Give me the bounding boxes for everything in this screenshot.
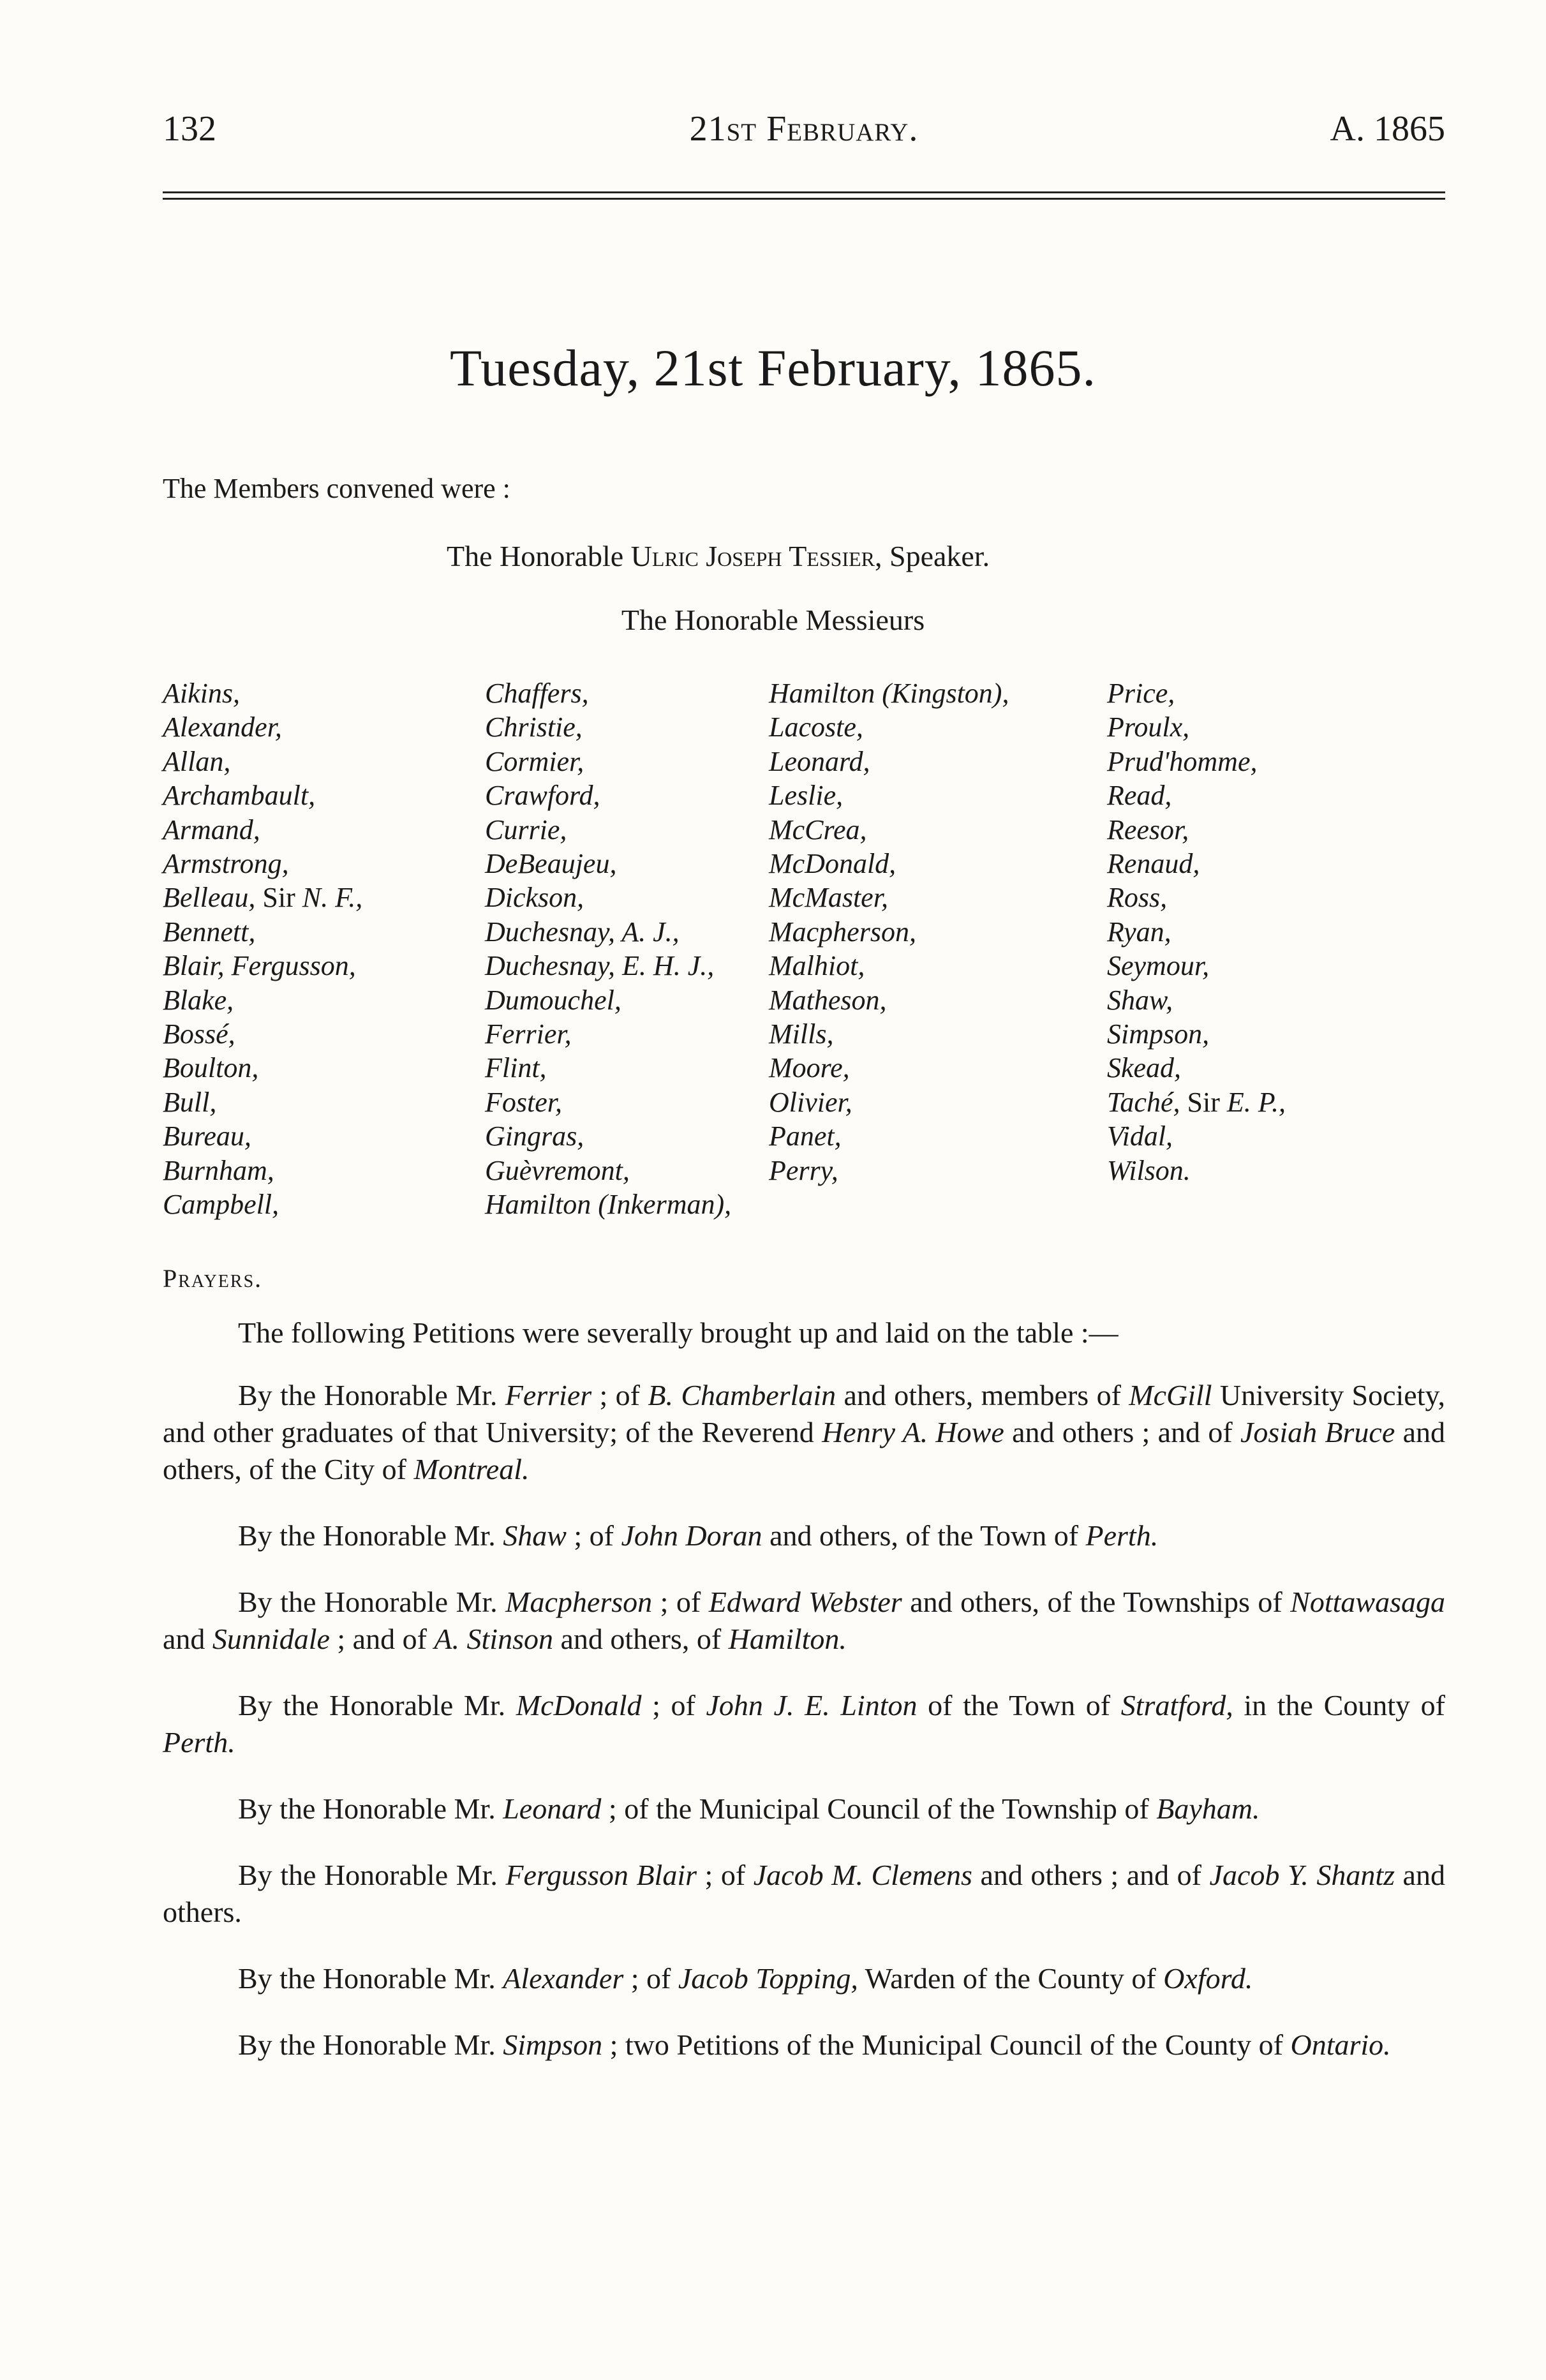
members-column-3 <box>769 676 1009 1187</box>
petition-text-run: By the Honorable Mr. <box>238 1519 503 1552</box>
member-name: Gingras, <box>485 1120 584 1152</box>
member-name: Malhiot, <box>769 950 865 982</box>
petition-italic-run: Shaw <box>503 1519 567 1552</box>
member-name: Aikins, <box>163 678 240 709</box>
member-name: Duchesnay, E. H. J., <box>485 950 715 982</box>
petition-italic-run: Alexander <box>503 1962 624 1995</box>
petition-italic-run: Montreal. <box>413 1453 530 1485</box>
petition-italic-run: Stratford, <box>1120 1689 1233 1722</box>
member-name: Prud'homme, <box>1107 745 1258 777</box>
petition-italic-run: B. Chamberlain <box>648 1379 836 1411</box>
member-name: Burnham, <box>163 1154 274 1186</box>
member-name: Skead, <box>1107 1052 1182 1084</box>
petition-paragraph <box>163 1517 1445 1554</box>
member-name: DeBeaujeu, <box>485 848 617 880</box>
members-column-1 <box>163 676 362 1222</box>
members-convened-label: The Members convened were : <box>163 473 510 504</box>
petition-italic-run: Nottawasaga <box>1290 1586 1445 1618</box>
member-name: Blake, <box>163 984 234 1016</box>
member-name: Cormier, <box>485 745 584 777</box>
member-name: Christie, <box>485 711 583 743</box>
petition-italic-run: Sunnidale <box>212 1623 330 1655</box>
petition-paragraph <box>163 1584 1445 1658</box>
member-name: Hamilton (Kingston), <box>769 678 1009 709</box>
header-rule-bottom <box>163 198 1445 200</box>
member-name: Olivier, <box>769 1086 852 1118</box>
member-name: McDonald, <box>769 848 896 880</box>
member-name: Armand, <box>163 814 260 845</box>
petition-italic-run: Fergusson Blair <box>505 1859 697 1891</box>
petition-italic-run: Oxford. <box>1163 1962 1253 1995</box>
petition-italic-run: Bayham. <box>1156 1792 1260 1825</box>
member-name: Campbell, <box>163 1189 279 1221</box>
petitions-list <box>163 1377 1445 2064</box>
member-name: Chaffers, <box>485 678 589 709</box>
member-name: Ferrier, <box>485 1018 572 1050</box>
petition-text-run: By the Honorable Mr. <box>238 1859 506 1891</box>
member-name: Taché, Sir E. P., <box>1107 1086 1286 1118</box>
member-name: Bull, <box>163 1086 217 1118</box>
petition-italic-run: Leonard <box>503 1792 602 1825</box>
petition-paragraph <box>163 1377 1445 1488</box>
members-column-2 <box>485 676 731 1222</box>
petition-italic-run: Ontario. <box>1290 2028 1391 2061</box>
member-name: Boulton, <box>163 1052 259 1084</box>
petition-italic-run: Macpherson <box>505 1586 653 1618</box>
member-name: McMaster, <box>769 882 888 914</box>
member-name: Leonard, <box>769 745 870 777</box>
member-name: Ryan, <box>1107 916 1171 948</box>
petition-italic-run: Jacob Y. Shantz <box>1209 1859 1395 1891</box>
petition-text-run: By the Honorable Mr. <box>238 1379 505 1411</box>
petition-italic-run: McDonald <box>516 1689 642 1722</box>
petition-text-run: ; of <box>623 1962 678 1995</box>
petition-paragraph <box>163 1790 1445 1827</box>
petition-text-run: By the Honorable Mr. <box>238 1792 503 1825</box>
member-name: Dickson, <box>485 882 584 914</box>
member-name: Armstrong, <box>163 848 289 880</box>
petitions-intro: The following Petitions were severally brought up and laid on the table :— <box>238 1316 1119 1349</box>
messieurs-heading: The Honorable Messieurs <box>621 604 925 636</box>
page-title: Tuesday, 21st February, 1865. <box>450 339 1096 397</box>
member-name: Macpherson, <box>769 916 916 948</box>
petition-italic-run: Hamilton. <box>728 1623 847 1655</box>
petition-text-run: By the Honorable Mr. <box>238 1586 506 1618</box>
header-date: 21st February. <box>689 109 919 149</box>
petition-text-run: and others ; and of <box>1004 1416 1241 1448</box>
petition-italic-run: Josiah Bruce <box>1240 1416 1395 1448</box>
petition-text-run: ; of <box>566 1519 621 1552</box>
petition-text-run: By the Honorable Mr. <box>238 1962 503 1995</box>
petition-text-run: By the Honorable Mr. <box>238 2028 503 2061</box>
petition-text-run: ; of <box>641 1689 706 1722</box>
member-name: Price, <box>1107 678 1175 709</box>
member-name: Dumouchel, <box>485 984 621 1016</box>
petition-text-run: University Society, and other graduates of that University; of the Reverend <box>163 1379 1445 1448</box>
petition-text-run: ; of <box>591 1379 648 1411</box>
petition-text-run: ; of the Municipal Council of the Township of <box>601 1792 1157 1825</box>
member-name: Perry, <box>769 1154 838 1186</box>
petition-text-run: and others, members of <box>836 1379 1129 1411</box>
member-name: Matheson, <box>769 984 887 1016</box>
member-name: Allan, <box>163 745 231 777</box>
member-name: Simpson, <box>1107 1018 1210 1050</box>
petition-italic-run: A. Stinson <box>434 1623 553 1655</box>
petition-paragraph <box>163 1960 1445 1997</box>
petition-italic-run: McGill <box>1129 1379 1212 1411</box>
petition-text-run: By the Honorable Mr. <box>238 1689 516 1722</box>
petition-paragraph <box>163 1857 1445 1931</box>
running-header <box>163 108 1445 153</box>
member-name: Proulx, <box>1107 711 1190 743</box>
petition-italic-run: Simpson <box>503 2028 603 2061</box>
speaker-suffix: , Speaker. <box>875 540 990 572</box>
petition-italic-run: Perth. <box>163 1726 235 1759</box>
member-name: Bossé, <box>163 1018 235 1050</box>
member-name: Foster, <box>485 1086 562 1118</box>
petition-text-run: ; of <box>697 1859 754 1891</box>
petition-italic-run: Jacob Topping, <box>678 1962 858 1995</box>
member-name: Read, <box>1107 780 1172 812</box>
member-name: Mills, <box>769 1018 834 1050</box>
member-name: McCrea, <box>769 814 867 845</box>
petition-italic-run: Perth. <box>1085 1519 1159 1552</box>
petition-text-run: and others, of the City of <box>163 1416 1445 1485</box>
member-name: Seymour, <box>1107 950 1210 982</box>
petition-italic-run: Edward Webster <box>708 1586 902 1618</box>
member-name: Guèvremont, <box>485 1154 630 1186</box>
petition-text-run: ; of <box>652 1586 709 1618</box>
speaker-prefix: The Honorable <box>447 540 631 572</box>
petition-text-run: in the County of <box>1233 1689 1445 1722</box>
member-name: Lacoste, <box>769 711 863 743</box>
member-name: Moore, <box>769 1052 850 1084</box>
member-name: Shaw, <box>1107 984 1173 1016</box>
petition-italic-run: Jacob M. Clemens <box>753 1859 972 1891</box>
petition-text-run: and others, of the Townships of <box>902 1586 1291 1618</box>
petition-paragraph <box>163 2027 1445 2064</box>
member-name: Blair, Fergusson, <box>163 950 356 982</box>
page-number: 132 <box>163 109 216 149</box>
petition-italic-run: John Doran <box>621 1519 762 1552</box>
petition-text-run: and others. <box>163 1859 1445 1928</box>
member-name: Ross, <box>1107 882 1168 914</box>
prayers-heading: Prayers. <box>163 1264 263 1293</box>
petition-text-run: and others, of <box>553 1623 729 1655</box>
petition-italic-run: Ferrier <box>505 1379 592 1411</box>
member-name: Wilson. <box>1107 1154 1191 1186</box>
petition-text-run: and others ; and of <box>972 1859 1210 1891</box>
member-name: Renaud, <box>1107 848 1200 880</box>
member-name: Alexander, <box>163 711 282 743</box>
member-name: Crawford, <box>485 780 600 812</box>
speaker-line <box>447 539 990 573</box>
member-name: Flint, <box>485 1052 547 1084</box>
member-name: Currie, <box>485 814 567 845</box>
member-name: Archambault, <box>163 780 316 812</box>
petition-italic-run: Henry A. Howe <box>822 1416 1004 1448</box>
member-name: Panet, <box>769 1120 842 1152</box>
petition-text-run: and others, of the Town of <box>762 1519 1086 1552</box>
member-name: Leslie, <box>769 780 844 812</box>
member-name: Belleau, Sir N. F., <box>163 882 363 914</box>
speaker-name: Ulric Joseph Tessier <box>630 540 875 572</box>
petition-paragraph <box>163 1687 1445 1761</box>
petition-text-run: Warden of the County of <box>858 1962 1164 1995</box>
member-name: Bureau, <box>163 1120 251 1152</box>
member-name: Hamilton (Inkerman), <box>485 1189 732 1221</box>
petition-text-run: ; and of <box>329 1623 435 1655</box>
member-name: Duchesnay, A. J., <box>485 916 680 948</box>
petition-text-run: of the Town of <box>917 1689 1121 1722</box>
header-rule-top <box>163 191 1445 193</box>
petition-text-run: ; two Petitions of the Municipal Council of the County of <box>602 2028 1291 2061</box>
member-name: Vidal, <box>1107 1120 1173 1152</box>
member-name: Reesor, <box>1107 814 1189 845</box>
petition-italic-run: John J. E. Linton <box>706 1689 918 1722</box>
petitions-body <box>163 1314 1445 2093</box>
member-name: Bennett, <box>163 916 256 948</box>
petition-text-run: and <box>163 1623 212 1655</box>
header-year: A. 1865 <box>1330 109 1445 149</box>
members-column-4 <box>1107 676 1286 1187</box>
